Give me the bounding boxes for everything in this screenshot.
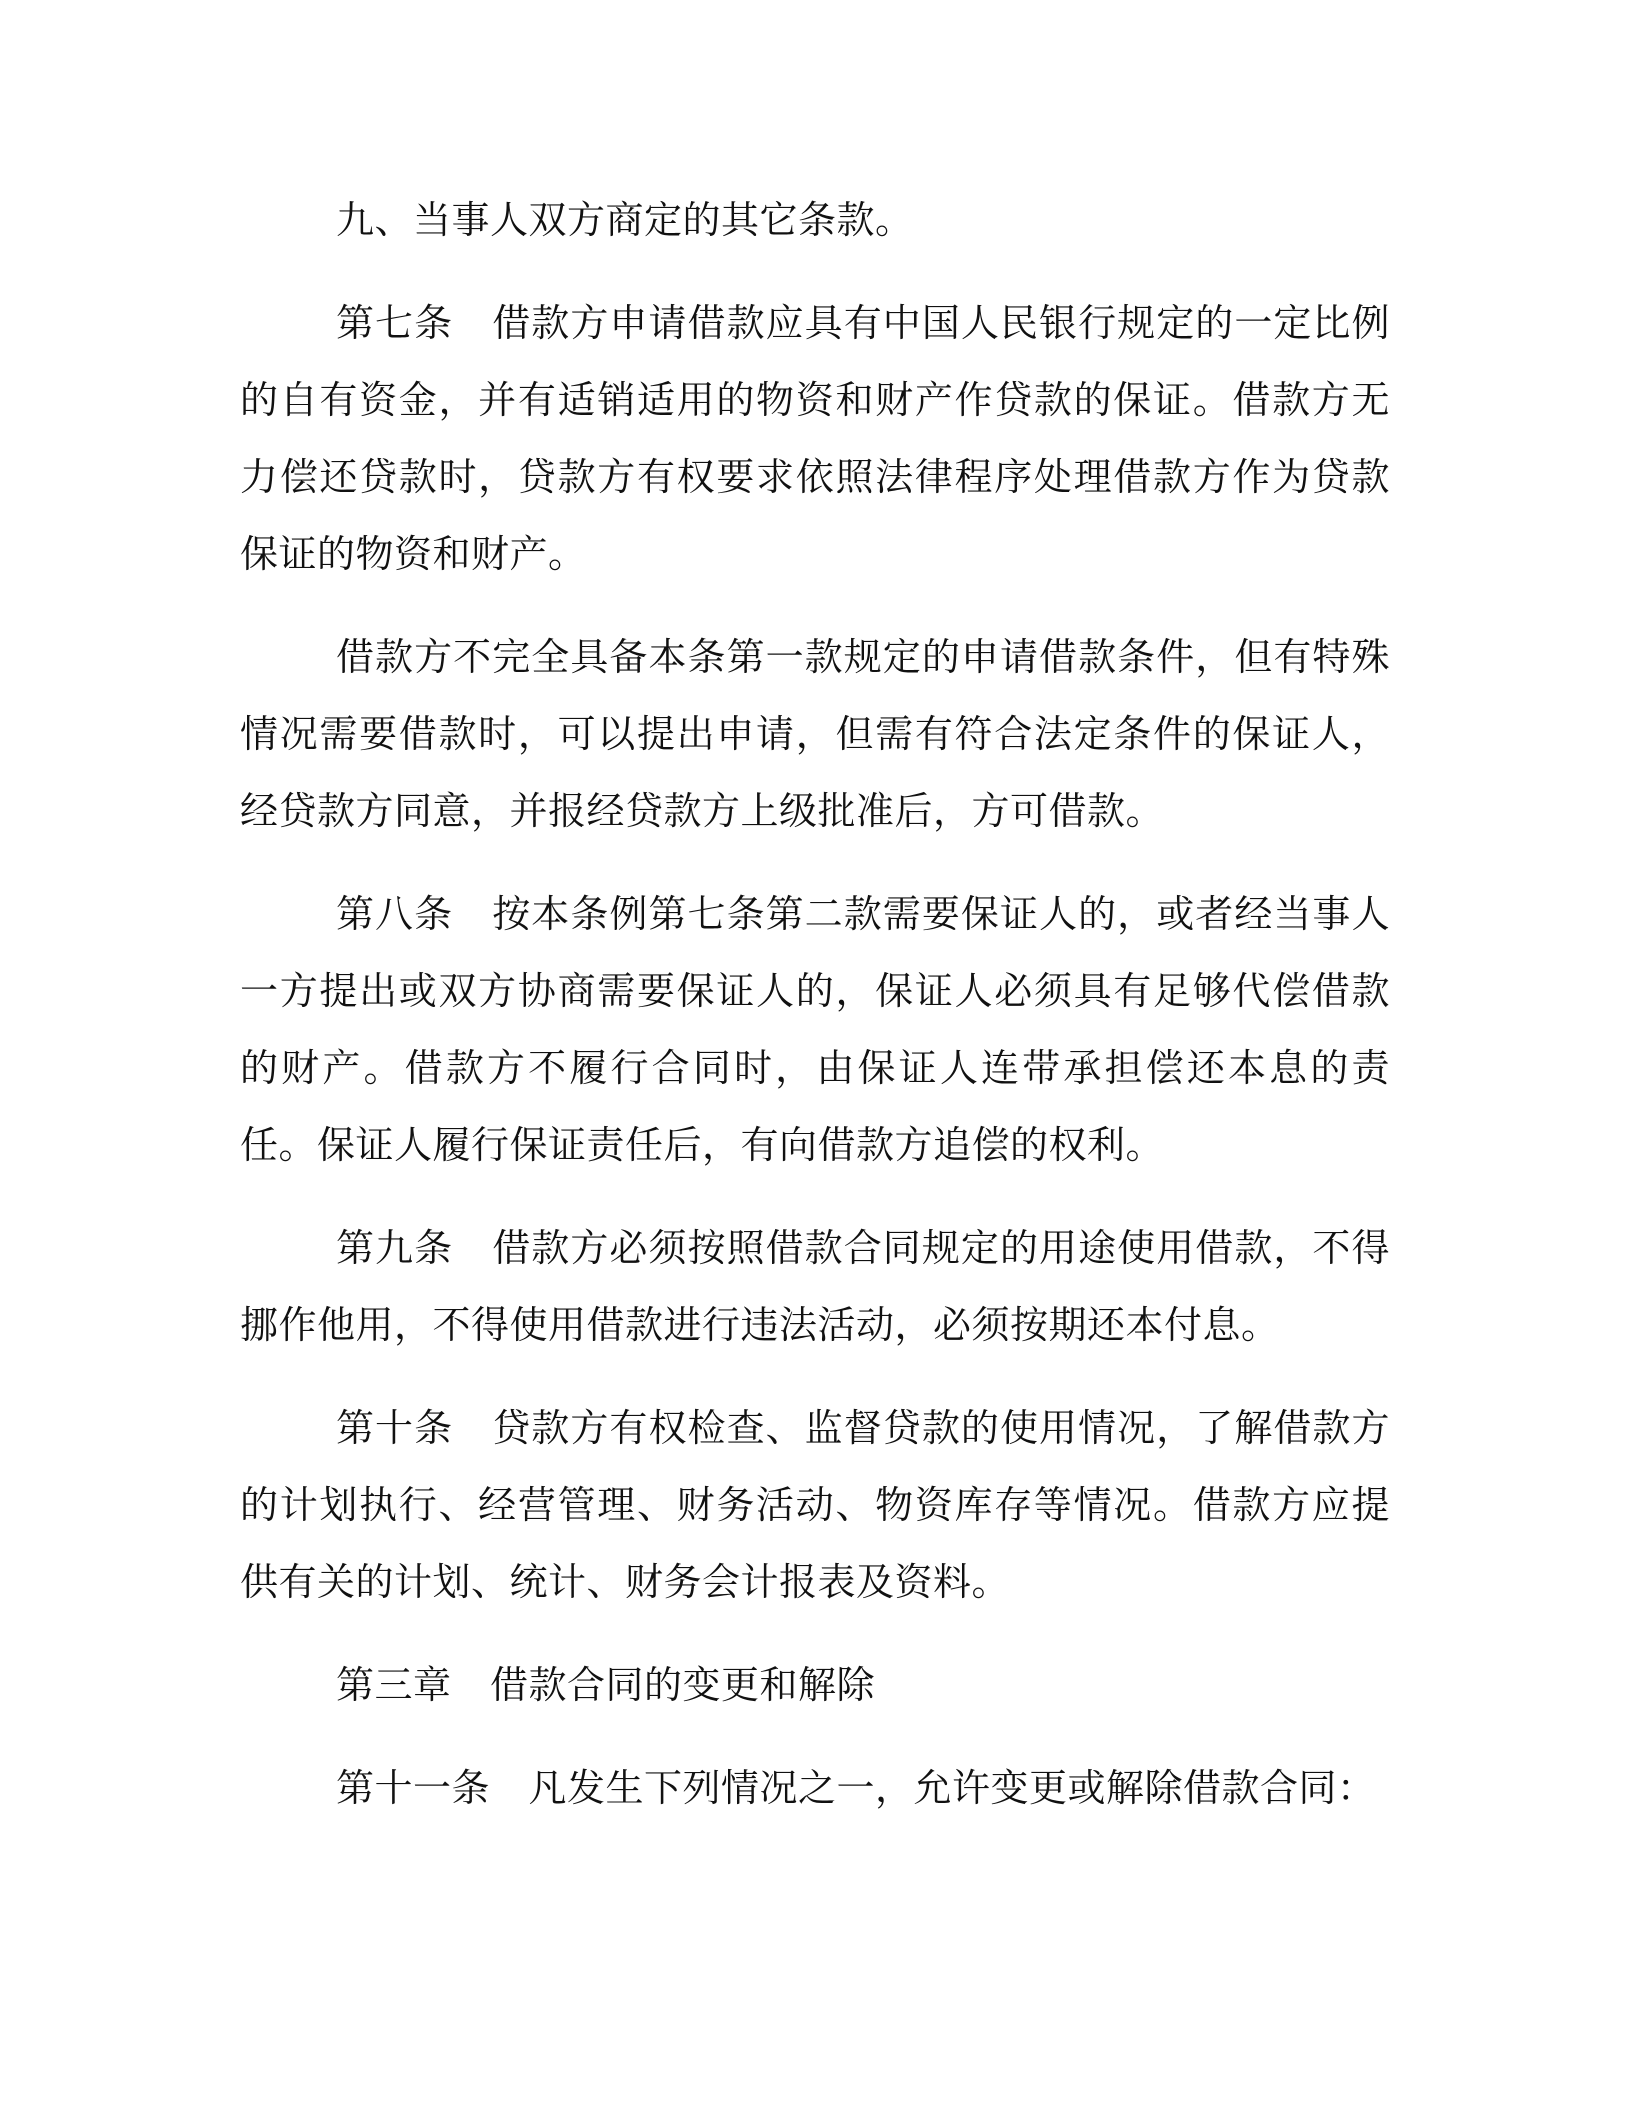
paragraph-article-8: 第八条 按本条例第七条第二款需要保证人的，或者经当事人一方提出或双方协商需要保证人的，保证人必须具有足够代偿借款的财产。借款方不履行合同时，由保证人连带承担偿还本息的责任。保证人履行保证责任后，有向借款方追偿的权利。: [240, 892, 1390, 1167]
paragraph-article-10: 第十条 贷款方有权检查、监督贷款的使用情况，了解借款方的计划执行、经营管理、财务活动、物资库存等情况。借款方应提供有关的计划、统计、财务会计报表及资料。: [240, 1406, 1390, 1604]
document-body: [240, 182, 1390, 1853]
chapter-3-heading: 第三章 借款合同的变更和解除: [336, 1663, 876, 1707]
paragraph-article-9: 第九条 借款方必须按照借款合同规定的用途使用借款，不得挪作他用，不得使用借款进行违法活动，必须按期还本付息。: [240, 1226, 1390, 1347]
paragraph-article-7-clause-2: 借款方不完全具备本条第一款规定的申请借款条件，但有特殊情况需要借款时，可以提出申请，但需有符合法定条件的保证人，经贷款方同意，并报经贷款方上级批准后，方可借款。: [240, 635, 1390, 833]
paragraph-article-7: 第七条 借款方申请借款应具有中国人民银行规定的一定比例的自有资金，并有适销适用的物资和财产作贷款的保证。借款方无力偿还贷款时，贷款方有权要求依照法律程序处理借款方作为贷款保证的物资和财产。: [240, 301, 1390, 576]
paragraph-other-terms: 九、当事人双方商定的其它条款。: [336, 198, 914, 242]
paragraph-article-11: 第十一条 凡发生下列情况之一，允许变更或解除借款合同：: [336, 1766, 1376, 1810]
